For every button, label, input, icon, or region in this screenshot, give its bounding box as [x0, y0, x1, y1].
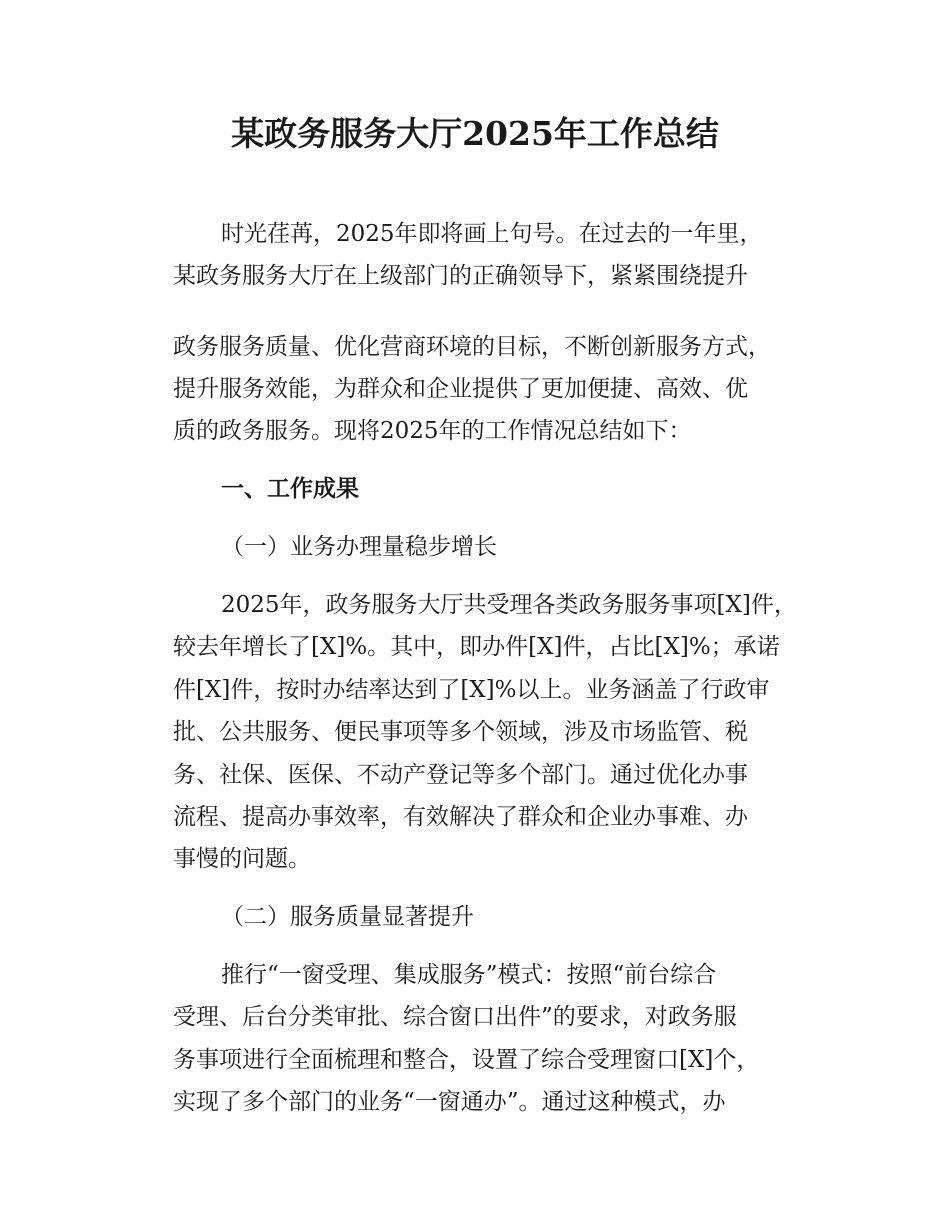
sub1-line-3: 件[X]件，按时办结率达到了[X]%以上。业务涵盖了行政审 — [173, 677, 770, 703]
intro-line-3: 政务服务质量、优化营商环境的目标，不断创新服务方式， — [173, 334, 771, 360]
document-title: 某政务服务大厅2025年工作总结 — [231, 114, 719, 153]
sub1-line-2: 较去年增长了[X]%。其中，即办件[X]件，占比[X]%；承诺 — [173, 634, 780, 660]
sub2-line-4: 实现了多个部门的业务“一窗通办”。通过这种模式，办 — [173, 1089, 726, 1115]
sub1-line-4: 批、公共服务、便民事项等多个领域，涉及市场监管、税 — [173, 719, 748, 745]
sub2-line-2: 受理、后台分类审批、综合窗口出件”的要求，对政务服 — [173, 1004, 737, 1030]
subsection-heading-service-quality: （二）服务质量显著提升 — [221, 904, 474, 930]
sub2-line-1: 推行“一窗受理、集成服务”模式：按照“前台综合 — [221, 962, 717, 988]
intro-line-2: 某政务服务大厅在上级部门的正确领导下，紧紧围绕提升 — [173, 263, 748, 289]
intro-line-5: 质的政务服务。现将2025年的工作情况总结如下： — [173, 418, 692, 444]
intro-line-4: 提升服务效能，为群众和企业提供了更加便捷、高效、优 — [173, 376, 748, 402]
sub1-line-7: 事慢的问题。 — [173, 846, 311, 872]
section-heading-achievements: 一、工作成果 — [221, 476, 359, 502]
sub2-line-3: 务事项进行全面梳理和整合，设置了综合受理窗口[X]个， — [173, 1047, 760, 1073]
subsection-heading-business-volume: （一）业务办理量稳步增长 — [221, 534, 497, 560]
sub1-line-6: 流程、提高办事效率，有效解决了群众和企业办事难、办 — [173, 804, 748, 830]
intro-line-1: 时光荏苒，2025年即将画上句号。在过去的一年里， — [221, 221, 763, 247]
sub1-line-1: 2025年，政务服务大厅共受理各类政务服务事项[X]件， — [221, 592, 797, 618]
sub1-line-5: 务、社保、医保、不动产登记等多个部门。通过优化办事 — [173, 762, 748, 788]
